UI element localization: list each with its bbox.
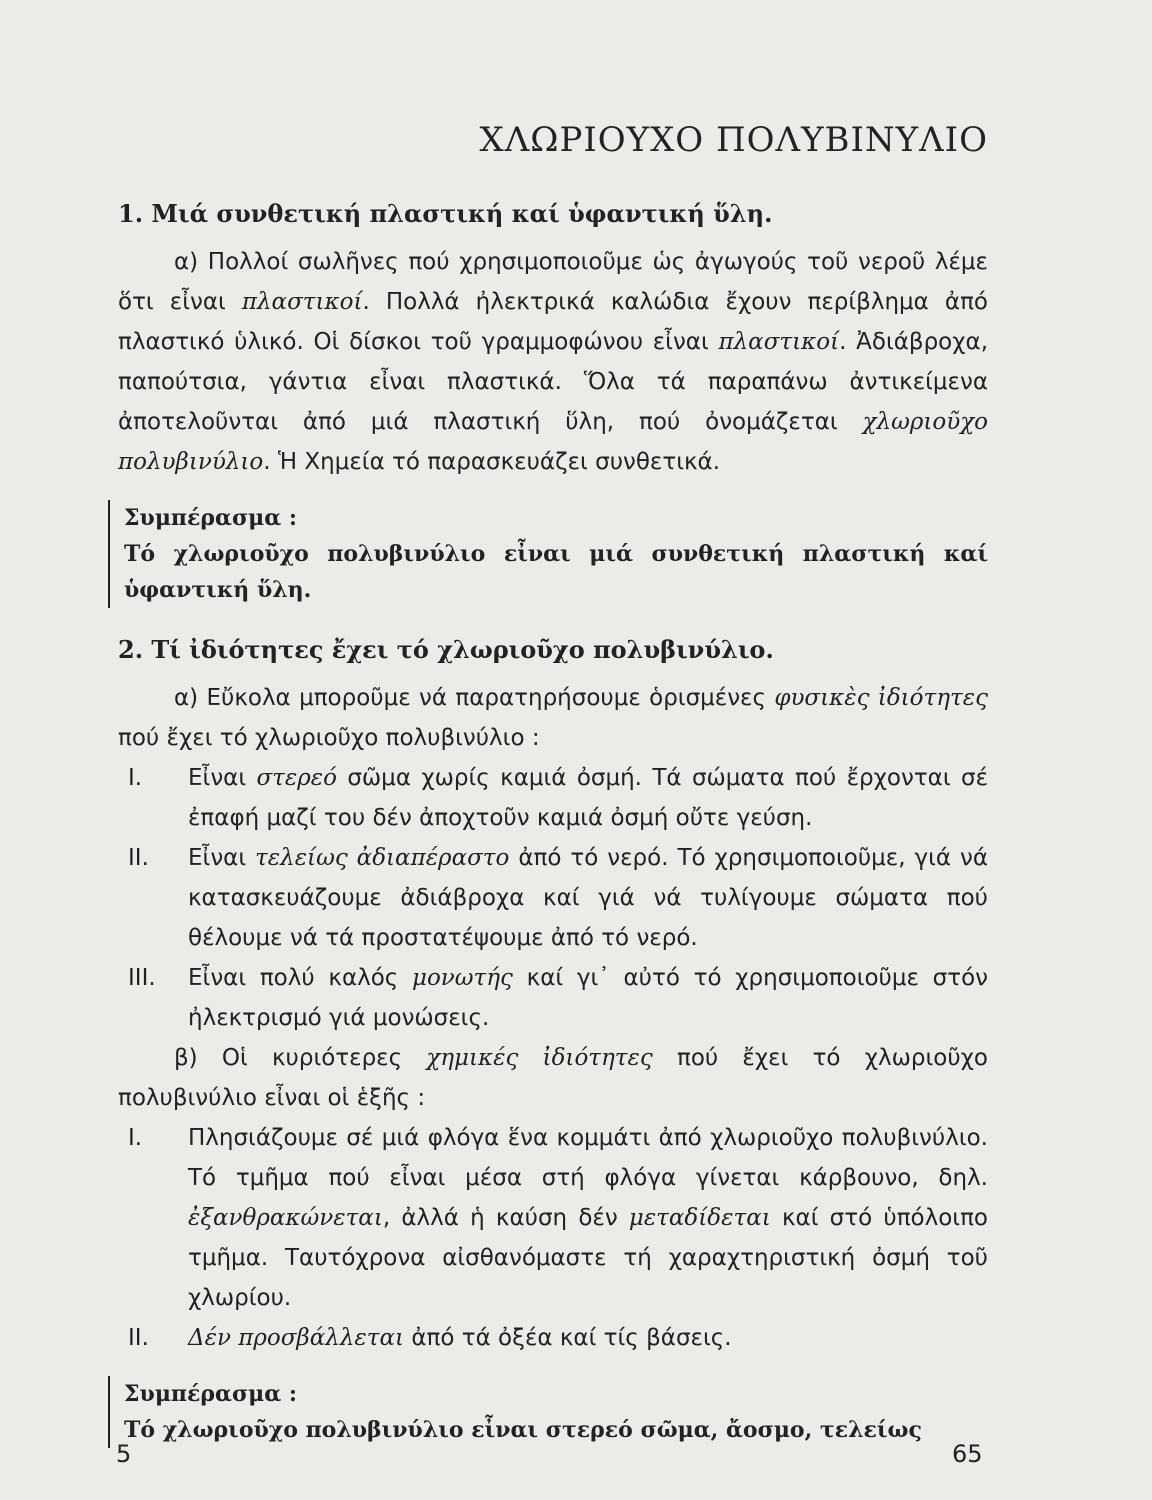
text-run: . Ἡ Χημεία τό παρασκευάζει συνθετικά. <box>263 449 721 475</box>
text-run: ἀπό τό νερό. Τό χρησιμοποιοῦμε, γιά νά κατασκευάζουμε ἀδιάβροχα καί γιά νά τυλίγουμε σώματα πού θέλουμε νά τά προστατέψουμε ἀπό τό νερό. <box>188 845 988 951</box>
physical-properties-list <box>118 758 988 1038</box>
italic-term: χλωριοῦχο πολυβινύλιο <box>118 409 988 475</box>
conclusion-title: Συμπέρασμα : <box>124 505 297 531</box>
text-run: Εἶναι <box>188 845 256 871</box>
text-run: σῶμα χωρίς καμιά ὀσμή. Τά σώματα πού ἔρχονται σέ ἐπαφή μαζί του δέν ἀποχτοῦν καμιά ὀσμή οὔτε γεύση. <box>188 765 988 831</box>
text-run: , ἀλλά ἡ καύση δέν <box>382 1205 629 1231</box>
italic-term: πλαστικοί <box>718 329 840 355</box>
text-run: πού ἔχει τό χλωριοῦχο πολυβινύλιο : <box>118 725 540 751</box>
list-item <box>118 1118 988 1318</box>
text-run: ἀπό τά ὀξέα καί τίς βάσεις. <box>404 1325 732 1351</box>
list-number: III. <box>128 965 156 991</box>
page-number: 65 <box>952 1440 983 1468</box>
conclusion-box-1 <box>108 500 988 608</box>
physical-properties-intro <box>118 678 988 758</box>
list-number: I. <box>128 765 143 791</box>
chemical-properties-list <box>118 1118 988 1358</box>
text-run: καί στό ὑπόλοιπο τμῆμα. Ταυτόχρονα αἰσθανόμαστε τή χαραχτηριστική ὀσμή τοῦ χλωρίου. <box>188 1205 988 1311</box>
page-title: ΧΛΩΡΙΟΥΧΟ ΠΟΛΥΒΙΝΥΛΙΟ <box>479 120 988 160</box>
italic-term: ἐξανθρακώνεται <box>188 1205 383 1231</box>
text-run: Εἶναι πολύ καλός <box>188 965 413 991</box>
page-content <box>118 120 988 1470</box>
list-item <box>118 838 988 958</box>
text-run: πού ἔχει τό χλωριοῦχο πολυβινύλιο εἶναι οἱ ἑξῆς : <box>118 1045 988 1111</box>
text-run: Εἶναι <box>188 765 257 791</box>
italic-term: χημικές ἰδιότητες <box>426 1045 653 1071</box>
italic-term: μονωτής <box>412 965 513 991</box>
list-item <box>118 758 988 838</box>
list-number: I. <box>128 1125 143 1151</box>
text-run: . Ἀδιάβροχα, παπούτσια, γάντια εἶναι πλαστικά. Ὅλα τά παραπάνω ἀντικείμενα ἀποτελοῦνται ἀπό μιά πλαστική ὕλη, πού ὀνομάζεται <box>118 329 988 435</box>
conclusion-box-2 <box>108 1376 988 1448</box>
italic-term: πλαστικοί <box>241 289 363 315</box>
italic-term: Δέν προσβάλλεται <box>188 1325 405 1351</box>
list-number: II. <box>128 845 149 871</box>
section-1-heading: 1. Μιά συνθετική πλαστική καί ὑφαντική ὕλη. <box>118 199 773 228</box>
footer-signature-number: 5 <box>116 1440 132 1468</box>
text-run: καί γι᾽ αὐτό τό χρησιμοποιοῦμε στόν ἠλεκτρισμό γιά μονώσεις. <box>188 965 988 1031</box>
conclusion-title: Συμπέρασμα : <box>124 1381 297 1407</box>
conclusion-text: Τό χλωριοῦχο πολυβινύλιο εἶναι στερεό σῶμα, ἄοσμο, τελείως <box>124 1417 922 1443</box>
italic-term: μεταδίδεται <box>628 1205 771 1231</box>
italic-term: φυσικὲς ἰδιότητες <box>774 685 988 711</box>
list-item <box>118 1318 988 1358</box>
list-item <box>118 958 988 1038</box>
italic-term: στερεό <box>256 765 337 791</box>
text-run: β) Οἱ κυριότερες <box>174 1045 427 1071</box>
text-run: α) Εὔκολα μποροῦμε νά παρατηρήσουμε ὁρισμένες <box>174 685 775 711</box>
text-run: α) Πολλοί σωλῆνες πού χρησιμοποιοῦμε ὡς ἀγωγούς τοῦ νεροῦ λέμε ὅτι εἶναι <box>118 249 988 315</box>
section-2-heading: 2. Τί ἰδιότητες ἔχει τό χλωριοῦχο πολυβινύλιο. <box>118 635 774 664</box>
section-1-paragraph <box>118 242 988 482</box>
conclusion-text: Τό χλωριοῦχο πολυβινύλιο εἶναι μιά συνθετική πλαστική καί ὑφαντική ὕλη. <box>124 541 988 603</box>
list-number: II. <box>128 1325 149 1351</box>
text-run: . Πολλά ἠλεκτρικά καλώδια ἔχουν περίβλημα ἀπό πλαστικό ὑλικό. Οἱ δίσκοι τοῦ γραμμοφώνου εἶναι <box>118 289 988 355</box>
text-run: Πλησιάζουμε σέ μιά φλόγα ἕνα κομμάτι ἀπό χλωριοῦχο πολυβινύλιο. Τό τμῆμα πού εἶναι μέσα στή φλόγα γίνεται κάρβουνο, δηλ. <box>188 1125 988 1191</box>
italic-term: τελείως ἀδιαπέραστο <box>255 845 510 871</box>
chemical-properties-intro <box>118 1038 988 1118</box>
